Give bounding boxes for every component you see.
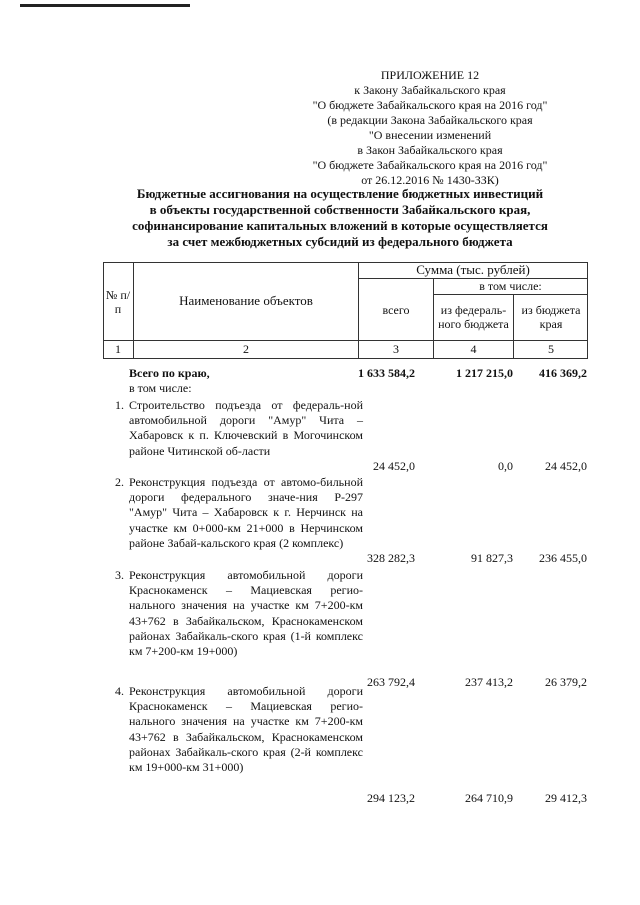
header-federal: из федераль-ного бюджета xyxy=(438,303,509,331)
title-line: в объекты государственной собственности Забайкальского края, xyxy=(149,202,531,217)
header-vline xyxy=(133,262,134,359)
header-vline xyxy=(103,262,104,359)
header-num: № п/п xyxy=(105,288,131,316)
title-line: софинансирование капитальных вложений в которые осуществляется xyxy=(132,218,548,233)
header-vline xyxy=(513,294,514,359)
header-vline xyxy=(587,262,588,359)
row-name: Реконструкция автомобильной дороги Краснокаменск – Мациевская регио-нального значения на участке км 7+200-км 43+762 в Забайкальском, Краснокаменском районах Забайкаль-ского края (1-й комплекс км 7+200-км 19+000) xyxy=(129,568,363,659)
total-federal: 1 217 215,0 xyxy=(456,366,513,380)
column-number: 1 xyxy=(115,342,121,356)
column-number: 4 xyxy=(470,342,477,356)
header-including: в том числе: xyxy=(479,279,542,293)
header-sum: Сумма (тыс. рублей) xyxy=(416,262,530,277)
appendix-line: "О бюджете Забайкальского края на 2016 год" xyxy=(312,98,548,112)
appendix-line: от 26.12.2016 № 1430-ЗЗК) xyxy=(361,173,499,187)
numbers-rule-bottom xyxy=(103,358,588,359)
column-number: 3 xyxy=(393,342,399,356)
appendix-header xyxy=(300,68,560,188)
document-title xyxy=(100,186,580,250)
header-rule-including xyxy=(433,294,588,295)
total-label: Всего по краю, xyxy=(129,366,210,380)
row-name: Реконструкция автомобильной дороги Краснокаменск – Мациевская регио-нального значения на участке км 7+200-км 43+762 в Забайкальском, Краснокаменском районах Забайкаль-ского края (2-й комплекс км 19+000-км 31+000) xyxy=(129,684,363,775)
row-num: 3. xyxy=(115,568,124,582)
appendix-line: "О бюджете Забайкальского края на 2016 год" xyxy=(312,158,548,172)
row-regional: 29 412,3 xyxy=(545,791,587,805)
row-name: Строительство подъезда от федераль-ной автомобильной дороги "Амур" Чита – Хабаровск к п. Ключевский в Могочинском районе Читинской об-ласти xyxy=(129,398,363,458)
header-rule-bottom xyxy=(103,340,588,341)
row-total: 263 792,4 xyxy=(367,675,415,689)
row-federal: 264 710,9 xyxy=(465,791,513,805)
row-total: 294 123,2 xyxy=(367,791,415,805)
column-number: 2 xyxy=(243,342,249,356)
row-name: Реконструкция подъезда от автомо-бильной дороги федерального значе-ния Р-297 "Амур" Чита – Хабаровск к г. Нерчинск на участке км 0+000-км 21+000 в Нерчинском районе Забай-кальского края (2 комплекс) xyxy=(129,475,363,550)
row-num: 4. xyxy=(115,684,124,698)
row-federal: 0,0 xyxy=(498,459,513,473)
total-all: 1 633 584,2 xyxy=(358,366,415,380)
row-federal: 237 413,2 xyxy=(465,675,513,689)
header-total: всего xyxy=(382,303,410,317)
row-regional: 26 379,2 xyxy=(545,675,587,689)
row-regional: 24 452,0 xyxy=(545,459,587,473)
appendix-line: ПРИЛОЖЕНИЕ 12 xyxy=(380,68,480,82)
total-regional: 416 369,2 xyxy=(539,366,587,380)
appendix-line: (в редакции Закона Забайкальского края xyxy=(327,113,533,127)
row-num: 1. xyxy=(115,398,124,412)
row-num: 2. xyxy=(115,475,124,489)
table-header xyxy=(103,262,588,362)
top-rule xyxy=(20,4,190,7)
row-federal: 91 827,3 xyxy=(471,551,513,565)
header-regional: из бюджета края xyxy=(521,303,581,331)
row-regional: 236 455,0 xyxy=(539,551,587,565)
title-line: Бюджетные ассигнования на осуществление бюджетных инвестиций xyxy=(136,186,544,201)
total-sublabel: в том числе: xyxy=(129,381,192,395)
row-total: 24 452,0 xyxy=(373,459,415,473)
column-number: 5 xyxy=(548,342,554,356)
header-name: Наименование объектов xyxy=(179,293,313,308)
appendix-line: к Закону Забайкальского края xyxy=(354,83,506,97)
row-total: 328 282,3 xyxy=(367,551,415,565)
appendix-line: в Закон Забайкальского края xyxy=(357,143,503,157)
appendix-line: "О внесении изменений xyxy=(368,128,492,142)
title-line: за счет межбюджетных субсидий из федерального бюджета xyxy=(167,234,513,249)
